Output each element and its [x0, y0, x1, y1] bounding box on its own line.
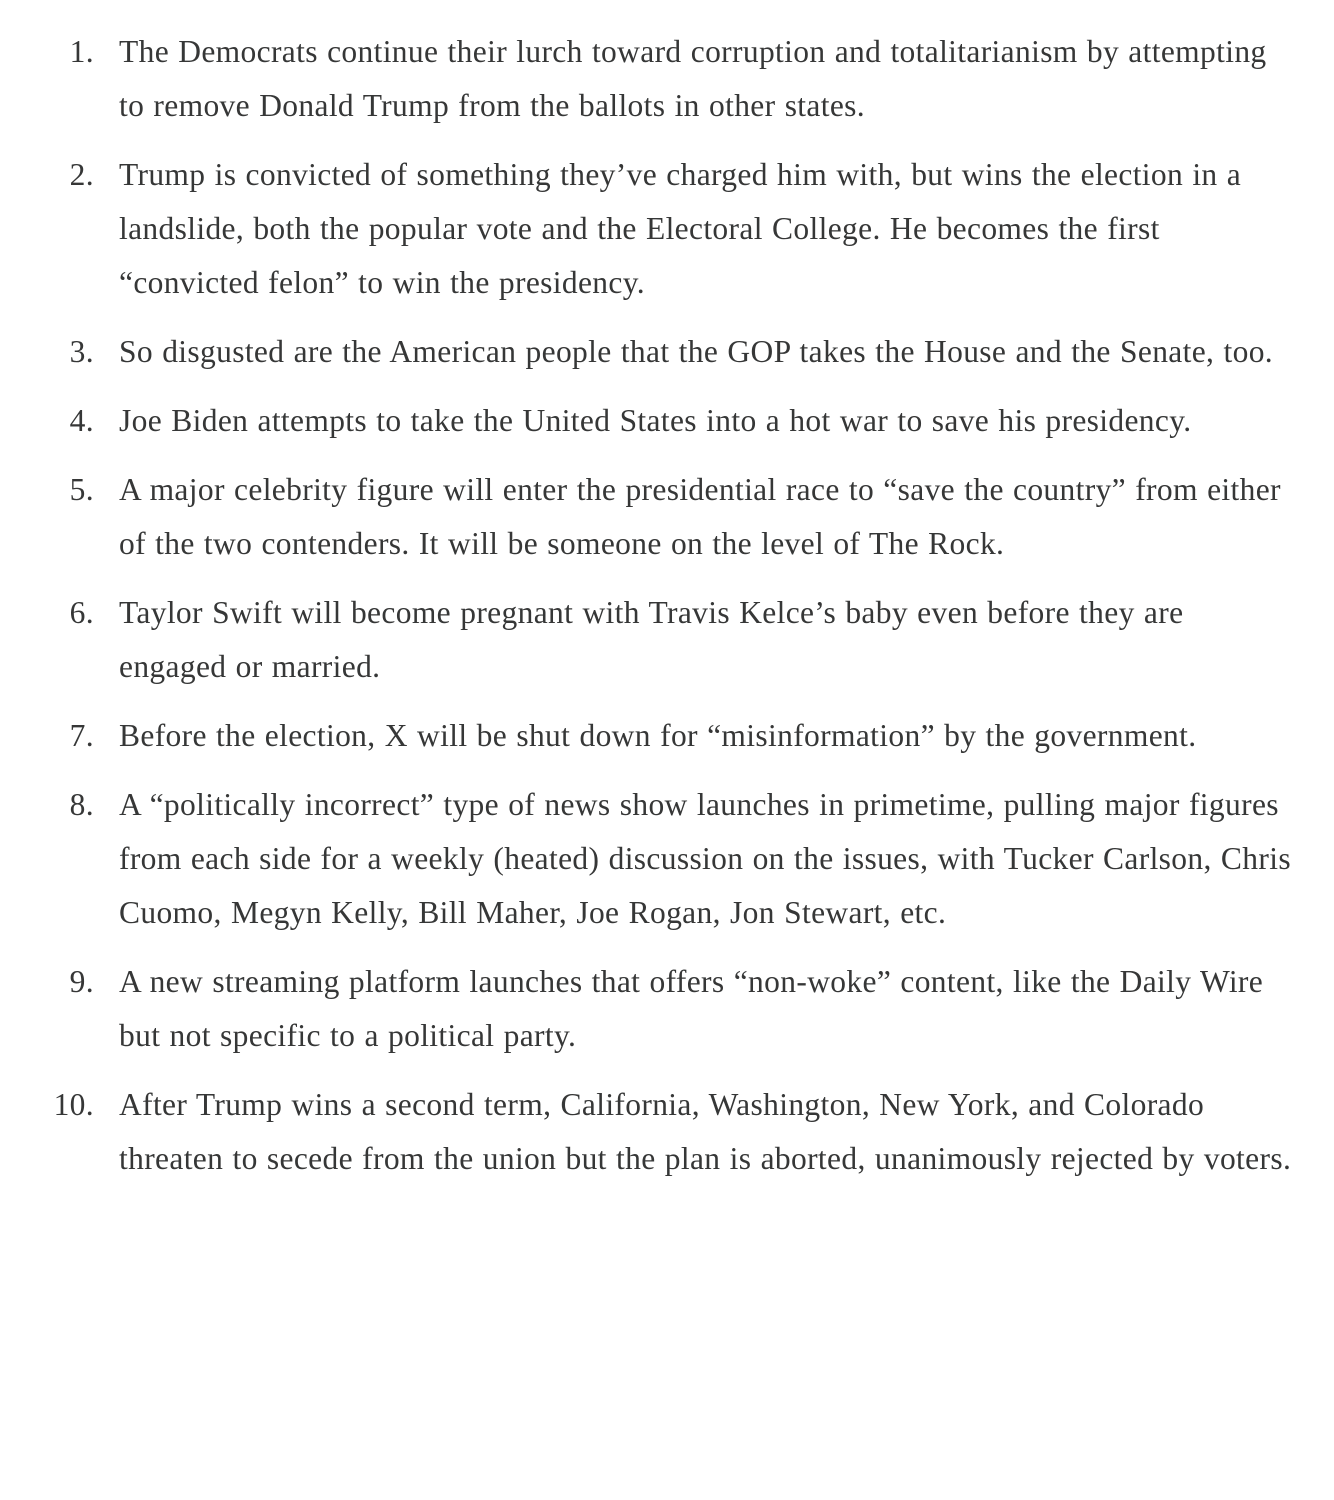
list-item-number: 1.: [69, 34, 94, 69]
list-item: [0, 1078, 1334, 1186]
list-item-number: 9.: [69, 964, 94, 999]
list-item-number: 4.: [69, 403, 94, 438]
list-item-text: A “politically incorrect” type of news show launches in primetime, pulling major figures from each side for a weekly (heated) discussion on the issues, with Tucker Carlson, Chris Cuomo, Megyn Kelly, Bill Maher, Joe Rogan, Jon Stewart, etc.: [119, 787, 1291, 930]
list-item: [0, 778, 1334, 940]
list-item-number: 10.: [53, 1087, 94, 1122]
list-item-text: Before the election, X will be shut down for “misinformation” by the government.: [119, 718, 1197, 753]
list-item-text: Joe Biden attempts to take the United States into a hot war to save his presidency.: [119, 403, 1192, 438]
list-item-text: After Trump wins a second term, California, Washington, New York, and Colorado threaten to secede from the union but the plan is aborted, unanimously rejected by voters.: [119, 1087, 1292, 1176]
list-item: [0, 25, 1334, 133]
list-item-number: 3.: [69, 334, 94, 369]
list-item-number: 5.: [69, 472, 94, 507]
list-item: [0, 709, 1334, 763]
list-item-number: 8.: [69, 787, 94, 822]
list-item-text: A major celebrity figure will enter the presidential race to “save the country” from either of the two contenders. It will be someone on the level of The Rock.: [119, 472, 1281, 561]
list-item: [0, 955, 1334, 1063]
list-item-text: So disgusted are the American people that the GOP takes the House and the Senate, too.: [119, 334, 1274, 369]
list-item-text: Trump is convicted of something they’ve charged him with, but wins the election in a landslide, both the popular vote and the Electoral College. He becomes the first “convicted felon” to win the presidency.: [119, 157, 1242, 300]
list-item: [0, 586, 1334, 694]
list-item: [0, 148, 1334, 310]
list-item-number: 7.: [69, 718, 94, 753]
list-item-text: Taylor Swift will become pregnant with Travis Kelce’s baby even before they are engaged or married.: [119, 595, 1184, 684]
list-item-text: The Democrats continue their lurch toward corruption and totalitarianism by attempting to remove Donald Trump from the ballots in other states.: [119, 34, 1267, 123]
list-item-text: A new streaming platform launches that offers “non-woke” content, like the Daily Wire but not specific to a political party.: [119, 964, 1264, 1053]
predictions-list: [0, 25, 1334, 1201]
list-item: [0, 394, 1334, 448]
list-item-number: 2.: [69, 157, 94, 192]
list-item: [0, 325, 1334, 379]
list-item-number: 6.: [69, 595, 94, 630]
list-item: [0, 463, 1334, 571]
